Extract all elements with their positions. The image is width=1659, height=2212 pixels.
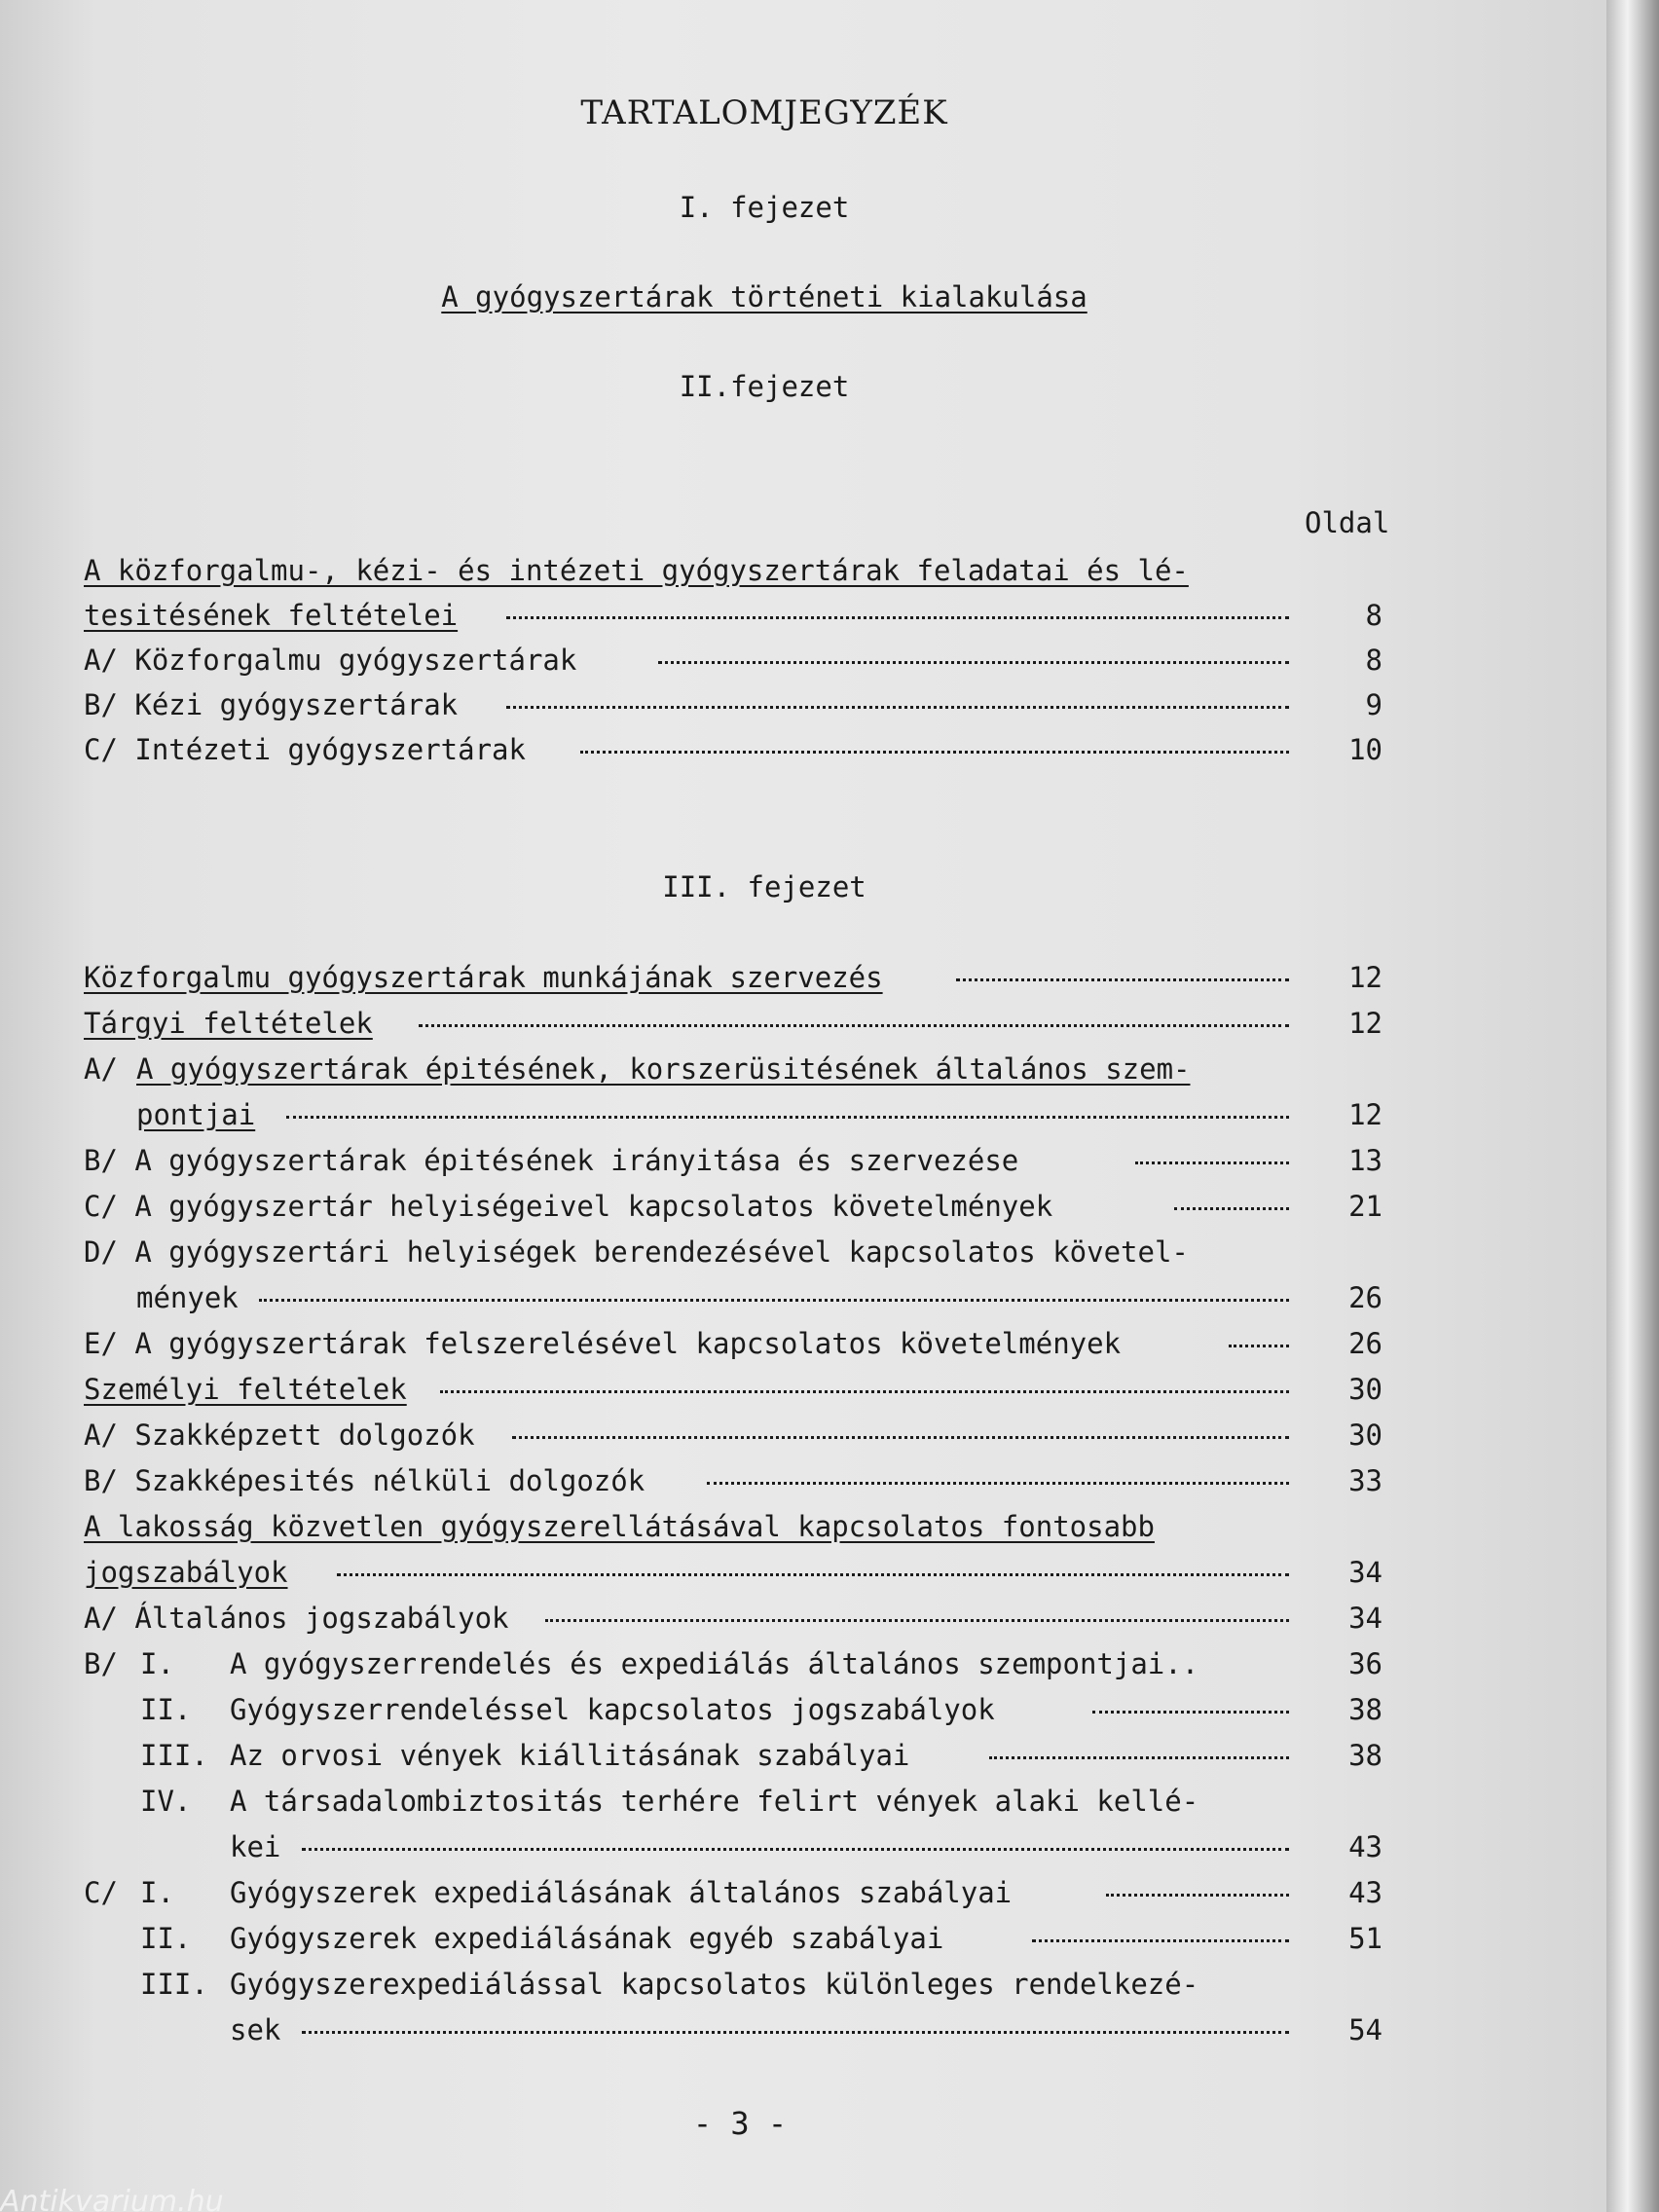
toc-entry — [0, 1596, 1398, 1641]
toc-entry-page: 54 — [1348, 2013, 1382, 2046]
page-number: - 3 - — [692, 2105, 788, 2142]
toc-entry-page: 13 — [1348, 1144, 1382, 1177]
toc-entry — [0, 1641, 1398, 1686]
toc-entry-roman: IV. — [140, 1785, 192, 1818]
toc-entry-page: 43 — [1348, 1876, 1382, 1909]
dot-leader — [337, 1566, 1289, 1576]
toc-entry — [0, 1001, 1398, 1046]
chapter-1-heading: I. fejezet — [679, 191, 850, 224]
dot-leader — [506, 698, 1289, 709]
toc-entry — [0, 1687, 1398, 1732]
toc-entry-page: 10 — [1348, 733, 1382, 766]
page-column-label: Oldal — [1305, 506, 1390, 539]
toc-entry — [0, 1962, 1398, 2007]
toc-entry — [0, 1047, 1398, 1091]
toc-entry-page: 9 — [1365, 688, 1382, 721]
toc-entry-label: Gyógyszerek expediálásának általános szabályai — [230, 1876, 1013, 1909]
dot-leader — [512, 1428, 1289, 1439]
toc-entry-label: tesitésének feltételei — [84, 599, 459, 632]
dot-leader — [989, 1749, 1289, 1759]
toc-entry-page: 34 — [1348, 1602, 1382, 1635]
toc-entry — [0, 1230, 1398, 1274]
toc-entry-page: 36 — [1348, 1647, 1382, 1680]
toc-entry-label: D/ A gyógyszertári helyiségek berendezésével kapcsolatos követel- — [84, 1235, 1189, 1269]
toc-entry-page: 30 — [1348, 1419, 1382, 1452]
toc-entry — [0, 2008, 1398, 2052]
toc-entry-page: 34 — [1348, 1556, 1382, 1589]
page-title: TARTALOMJEGYZÉK — [580, 93, 948, 132]
toc-entry-roman: III. — [140, 1739, 208, 1772]
toc-entry-label: pontjai — [136, 1098, 256, 1131]
toc-entry-page: 8 — [1365, 599, 1382, 632]
toc-entry-label: Gyógyszerrendeléssel kapcsolatos jogszabályok — [230, 1693, 995, 1726]
dot-leader — [302, 2023, 1289, 2034]
toc-entry-page: 26 — [1348, 1327, 1382, 1360]
toc-entry — [0, 1275, 1398, 1320]
chapter-1-subtitle: A gyógyszertárak történeti kialakulása — [441, 280, 1088, 313]
toc-entry-label: A gyógyszerrendelés és expediálás általános szempontjai.. — [230, 1647, 1199, 1680]
toc-entry-page: 30 — [1348, 1373, 1382, 1406]
watermark: Antikvarium.hu — [0, 2185, 224, 2212]
dot-leader — [419, 1016, 1289, 1027]
toc-entry-label: B/ Szakképesités nélküli dolgozók — [84, 1464, 645, 1497]
toc-entry-label: Gyógyszerexpediálással kapcsolatos különleges rendelkezé- — [230, 1968, 1199, 2001]
toc-entry — [0, 1413, 1398, 1457]
toc-entry-label: Az orvosi vények kiállitásának szabályai — [230, 1739, 910, 1772]
toc-entry-page: 38 — [1348, 1739, 1382, 1772]
dot-leader — [259, 1291, 1289, 1302]
toc-entry-label: E/ A gyógyszertárak felszerelésével kapcsolatos követelmények — [84, 1327, 1122, 1360]
toc-entry-roman: I. — [140, 1647, 174, 1680]
toc-entry — [0, 682, 1398, 727]
toc-entry-page: 12 — [1348, 1098, 1382, 1131]
toc-entry — [0, 1367, 1398, 1412]
toc-entry-roman: II. — [140, 1922, 192, 1955]
toc-entry — [0, 1779, 1398, 1824]
toc-entry-label: Személyi feltételek — [84, 1373, 407, 1406]
toc-entry-roman: III. — [140, 1968, 208, 2001]
dot-leader — [707, 1474, 1289, 1485]
toc-entry-label: A/ Szakképzett dolgozók — [84, 1419, 475, 1452]
chapter-1-subtitle-wrap — [0, 280, 1529, 313]
toc-entry — [0, 1458, 1398, 1503]
toc-entry-roman: I. — [140, 1876, 174, 1909]
toc-entry-label: Tárgyi feltételek — [84, 1007, 373, 1040]
dot-leader — [1229, 1337, 1289, 1347]
dot-leader — [440, 1382, 1289, 1393]
toc-entry-label: B/ A gyógyszertárak épitésének irányitása és szervezése — [84, 1144, 1019, 1177]
toc-entry — [0, 1092, 1398, 1137]
dot-leader — [506, 608, 1289, 619]
toc-entry-page: 43 — [1348, 1830, 1382, 1863]
chapter-2-heading: II.fejezet — [679, 370, 850, 403]
toc-entry — [0, 1916, 1398, 1961]
toc-entry — [0, 1321, 1398, 1366]
toc-entry-page: 26 — [1348, 1281, 1382, 1314]
dot-leader — [302, 1840, 1289, 1851]
toc-entry-label: Közforgalmu gyógyszertárak munkájának szervezés — [84, 961, 883, 994]
toc-entry — [0, 1825, 1398, 1869]
toc-entry — [0, 548, 1398, 593]
toc-entry-label: A/ Általános jogszabályok — [84, 1602, 509, 1635]
toc-entry — [0, 955, 1398, 1000]
toc-entry — [0, 727, 1398, 772]
dot-leader — [1032, 1932, 1289, 1942]
page-edge — [1606, 0, 1659, 2212]
toc-entry-label: A társadalombiztositás terhére felirt vények alaki kellé- — [230, 1785, 1199, 1818]
toc-entry — [0, 1184, 1398, 1229]
toc-entry-label: A gyógyszertárak épitésének, korszerüsitésének általános szem- — [136, 1052, 1191, 1086]
toc-entry — [0, 638, 1398, 682]
chapter-3-heading: III. fejezet — [662, 870, 866, 903]
dot-leader — [580, 743, 1289, 754]
toc-entry-label: B/ Kézi gyógyszertárak — [84, 688, 459, 721]
toc-entry — [0, 1138, 1398, 1183]
dot-leader — [1092, 1703, 1289, 1714]
toc-entry-label: kei — [230, 1830, 281, 1863]
dot-leader — [1174, 1199, 1289, 1210]
toc-entry-page: 8 — [1365, 644, 1382, 677]
toc-entry-page: 12 — [1348, 961, 1382, 994]
toc-entry — [0, 1733, 1398, 1778]
toc-entry-label: mények — [136, 1281, 239, 1314]
toc-entry-page: 38 — [1348, 1693, 1382, 1726]
toc-entry-label: A közforgalmu-, kézi- és intézeti gyógyszertárak feladatai és lé- — [84, 554, 1189, 587]
toc-entry-page: 33 — [1348, 1464, 1382, 1497]
dot-leader — [1106, 1886, 1289, 1897]
dot-leader — [1135, 1154, 1289, 1164]
toc-entry-label: C/ A gyógyszertár helyiségeivel kapcsolatos követelmények — [84, 1190, 1053, 1223]
toc-entry — [0, 593, 1398, 638]
toc-entry-label: Gyógyszerek expediálásának egyéb szabályai — [230, 1922, 944, 1955]
toc-entry — [0, 1870, 1398, 1915]
toc-entry-label: jogszabályok — [84, 1556, 288, 1589]
toc-entry-page: 21 — [1348, 1190, 1382, 1223]
toc-entry-label: sek — [230, 2013, 281, 2046]
dot-leader — [545, 1611, 1289, 1622]
toc-entry-label: A lakosság közvetlen gyógyszerellátásával kapcsolatos fontosabb — [84, 1510, 1155, 1543]
toc-entry-page: 51 — [1348, 1922, 1382, 1955]
dot-leader — [286, 1108, 1289, 1119]
toc-entry-prefix: B/ — [84, 1647, 118, 1680]
toc-entry-roman: II. — [140, 1693, 192, 1726]
toc-entry-label: A/ Közforgalmu gyógyszertárak — [84, 644, 577, 677]
toc-entry-prefix: A/ — [84, 1052, 118, 1086]
toc-entry-prefix: C/ — [84, 1876, 118, 1909]
toc-entry — [0, 1550, 1398, 1595]
toc-entry-label: C/ Intézeti gyógyszertárak — [84, 733, 526, 766]
toc-entry — [0, 1504, 1398, 1549]
dot-leader — [956, 971, 1289, 981]
dot-leader — [658, 653, 1289, 664]
toc-entry-page: 12 — [1348, 1007, 1382, 1040]
